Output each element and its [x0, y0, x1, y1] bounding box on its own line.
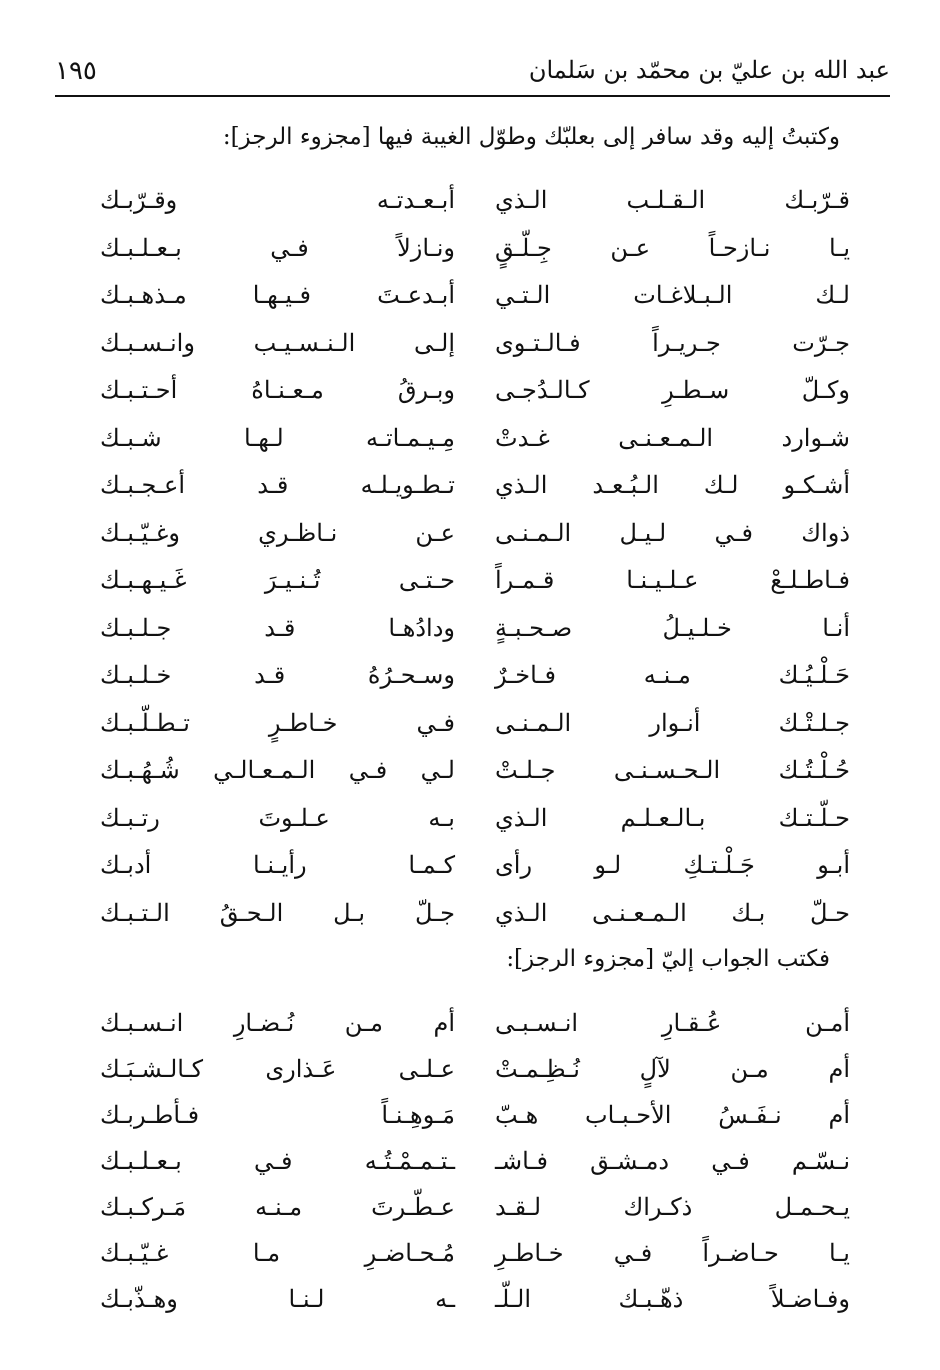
- verse: [100, 655, 850, 703]
- verse: [100, 1187, 850, 1233]
- first-hemistich: وكـلّ سـطـرِ كـالـدُجـى: [495, 376, 850, 404]
- second-hemistich: وسـحـرُهُ قـد خـلـبـك: [100, 661, 455, 689]
- verse: [100, 893, 850, 941]
- verse: [100, 180, 850, 228]
- second-hemistich: أبـعـدتـه وقـرّبـك: [100, 186, 455, 214]
- first-hemistich: جـلـتْـك أنـوار الـمـنـى: [495, 708, 850, 737]
- verse: [100, 560, 850, 608]
- verse: [100, 1279, 850, 1325]
- verse: [100, 275, 850, 323]
- poem-1: [100, 180, 850, 940]
- first-hemistich: وفـاضـلاً ذهّـبـك الـلّـ: [495, 1285, 850, 1313]
- verse: [100, 845, 850, 893]
- verse: [100, 228, 850, 276]
- first-hemistich: لـك الـبـلاغـات الـتـي: [495, 281, 850, 309]
- first-hemistich: أنـا خـلـيـلُ صـحـبـةٍ: [495, 613, 850, 642]
- first-hemistich: يـحـمـل ذكـراك لـقـد: [495, 1193, 850, 1221]
- page-number: ١٩٥: [55, 56, 97, 86]
- second-hemistich: لـي فـي الـمـعـالـي شُـهُـبـك: [100, 756, 455, 784]
- verse: [100, 323, 850, 371]
- first-hemistich: أم نـفَـسُ الأحـبـاب هـبّ: [495, 1101, 850, 1129]
- first-hemistich: يـا حـاضـراً فـي خـاطـرِ: [495, 1239, 850, 1267]
- second-hemistich: إلـى الـنـسـيـب وانـسـبـك: [100, 328, 455, 357]
- first-hemistich: شـوارد الـمـعـنـى غـدتْ: [495, 423, 850, 452]
- second-hemistich: مُـحـاضـرِ مـا غـيّـبـك: [100, 1239, 455, 1267]
- second-hemistich: بـه عـلـوتَ رتـبـك: [100, 803, 455, 832]
- second-hemistich: كـمـا رأيـنـا أدبـك: [100, 851, 455, 879]
- first-hemistich: يـا نـازحـاً عـن جِـلّـقٍ: [495, 233, 850, 262]
- second-hemistich: عـن نـاظـري وغـيّـبـك: [100, 518, 455, 547]
- first-hemistich: حـلّ بـك الـمـعـنـى الـذي: [495, 898, 850, 927]
- first-hemistich: أم مـن لآلٍ نُـظِـمـتْ: [495, 1055, 850, 1083]
- verse: [100, 418, 850, 466]
- verse: [100, 1095, 850, 1141]
- verse: [100, 1049, 850, 1095]
- second-hemistich: ـه لـنـا وهـذّبـك: [100, 1285, 455, 1313]
- running-head: [55, 52, 890, 92]
- first-hemistich: قـرّبـك الـقـلـب الـذي: [495, 186, 850, 214]
- verse: [100, 750, 850, 798]
- first-hemistich: حَـلْـيُـك مـنـه فـاخـرٌ: [495, 661, 850, 689]
- second-hemistich: ونـازلاً فـي بـعـلـبـك: [100, 233, 455, 262]
- verse: [100, 1233, 850, 1279]
- second-hemistich: مِـيـمـاتـه لـهـا شـبـك: [100, 423, 455, 452]
- verse: [100, 370, 850, 418]
- verse: [100, 1141, 850, 1187]
- first-hemistich: أمـن عُـقـارِ انـسـبـى: [495, 1009, 850, 1037]
- second-hemistich: عـطّـرتَ مـنـه مَـركـبـك: [100, 1193, 455, 1221]
- first-hemistich: حـلّـتـك بـالـعـلـم الـذي: [495, 803, 850, 832]
- first-hemistich: ذواك فـي لـيـل الـمـنـى: [495, 518, 850, 547]
- running-title: عبد الله بن عليّ بن محمّد بن سَلمان: [528, 56, 890, 84]
- first-hemistich: أشـكـو لـك الـبُـعـد الـذي: [495, 471, 850, 499]
- second-hemistich: وبـرقُ مـعـنـاهُ أحـتـبـك: [100, 376, 455, 404]
- verse: [100, 703, 850, 751]
- intro-line-2: فكتب الجواب إليّ [مجزوء الرجز]:: [506, 946, 830, 972]
- second-hemistich: ـتـمـمْـتُـه فـي بـعـلـبـك: [100, 1147, 455, 1175]
- first-hemistich: أبـو جَـلْـتـكِ لـو رأى: [495, 851, 850, 879]
- second-hemistich: مَـوهِـنـاً فـأطـربـك: [100, 1101, 455, 1129]
- second-hemistich: جـلّ بـل الـحـقُ الـتـبـك: [100, 898, 455, 927]
- verse: [100, 1003, 850, 1049]
- verse: [100, 465, 850, 513]
- verse: [100, 608, 850, 656]
- intro-line-1: وكتبتُ إليه وقد سافر إلى بعلبّك وطوّل الغيبة فيها [مجزوء الرجز]:: [222, 124, 840, 150]
- second-hemistich: ودادُهـا قـد جـلـبـك: [100, 613, 455, 642]
- header-rule: [55, 95, 890, 97]
- second-hemistich: فـي خـاطـرٍ تـطـلّـبـك: [100, 708, 455, 737]
- poem-2: [100, 1003, 850, 1325]
- second-hemistich: أم مـن نُـضـارِ انـسـبـك: [100, 1009, 455, 1037]
- verse: [100, 798, 850, 846]
- first-hemistich: حُـلْـتُـك الـحـسـنـى جـلـتْ: [495, 756, 850, 784]
- first-hemistich: فـاطـلـعْ عـلـيـنـا قـمـراً: [495, 566, 850, 594]
- second-hemistich: حـتـى تُـنـيـرَ غَـيـهـبـك: [100, 566, 455, 594]
- verse: [100, 513, 850, 561]
- second-hemistich: أبـدعـتَ فـيـهـا مـذهـبـك: [100, 281, 455, 309]
- second-hemistich: تـطـويـلـه قـد أعـجـبـك: [100, 471, 455, 499]
- first-hemistich: نـسّـم فـي دمـشـق فـاشـ: [495, 1147, 850, 1175]
- second-hemistich: عـلـى عَـذارى كـالـشـبَـك: [100, 1055, 455, 1083]
- first-hemistich: جـرّت جـريـراً فـالـتـوى: [495, 328, 850, 357]
